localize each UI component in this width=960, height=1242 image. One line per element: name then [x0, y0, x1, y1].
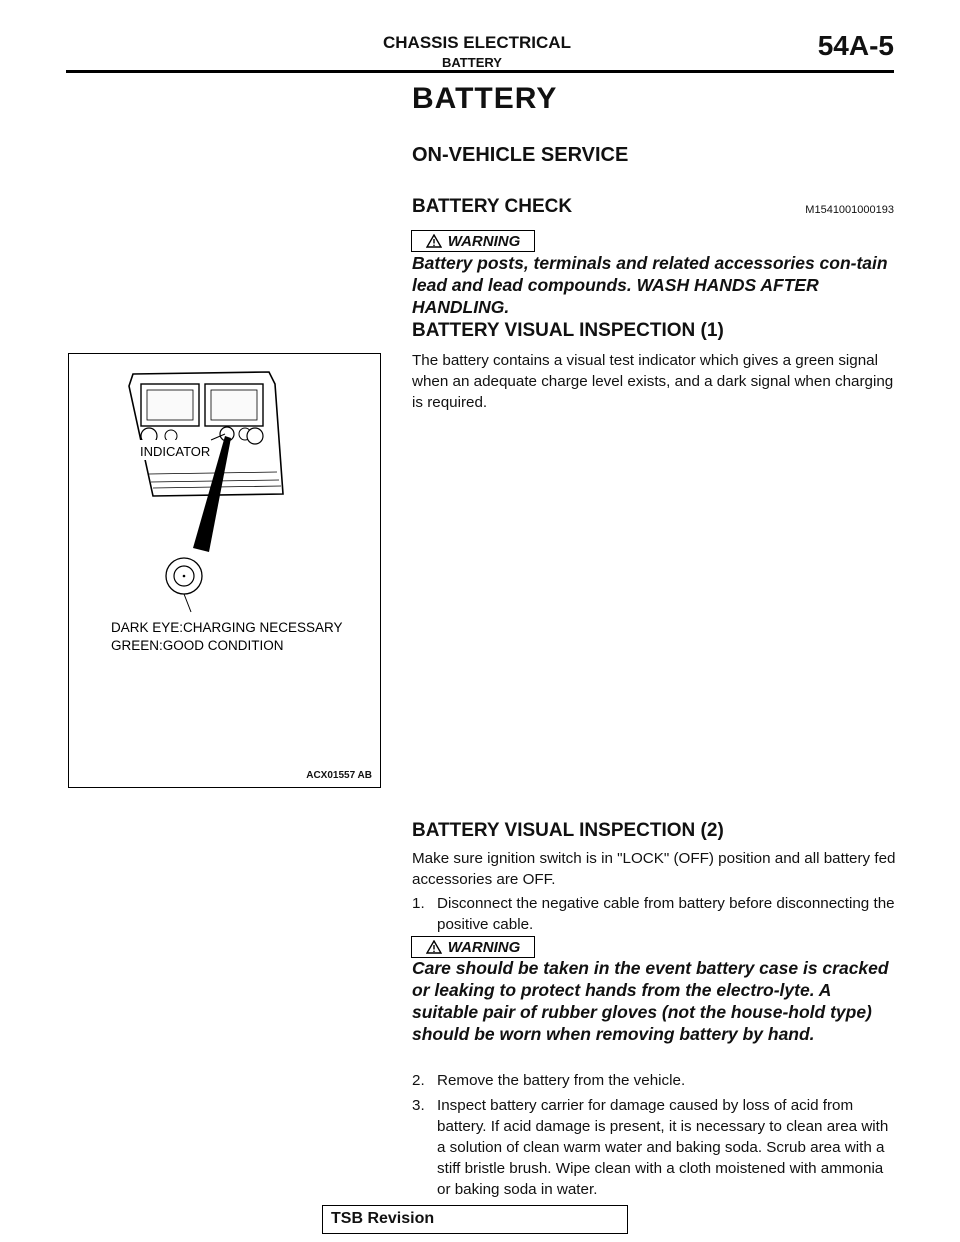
list-text: Inspect battery carrier for damage caused by loss of acid from battery. If acid damage is present, it is necessary to clean area with a solution of clean warm water and baking soda. Scrub area with a stiff bristle brush. Wipe clean with a cloth moistened with ammonia or baking soda in water. [437, 1097, 889, 1198]
warning-text: Care should be taken in the event battery case is cracked or leaking to protect hands from the electro-lyte. A suitable pair of rubber gloves (not the house-hold type) should be worn when removing battery by hand. [412, 958, 889, 1044]
list-item [412, 1095, 896, 1200]
document-code: M1541001000193 [805, 204, 894, 216]
footer-box [322, 1205, 628, 1234]
warning-text: Battery posts, terminals and related accessories con-tain lead and lead compounds. WASH HANDS AFTER HANDLING. [412, 253, 888, 317]
header-section: CHASSIS ELECTRICAL [383, 33, 571, 52]
header-subsection: BATTERY [442, 55, 502, 70]
warning-label: WARNING [447, 938, 521, 956]
warning-badge [411, 936, 535, 958]
visual-inspection-2-heading: BATTERY VISUAL INSPECTION (2) [412, 820, 724, 841]
figure-caption-line2: GREEN:GOOD CONDITION [111, 638, 284, 653]
page-title: BATTERY [412, 82, 558, 115]
warning-label: WARNING [447, 232, 521, 250]
warning-badge [411, 230, 535, 252]
section-heading: ON-VEHICLE SERVICE [412, 144, 629, 166]
battery-check-heading: BATTERY CHECK [412, 196, 573, 217]
list-item [412, 893, 896, 935]
battery-illustration [69, 354, 380, 787]
visual-inspection-1-text: The battery contains a visual test indicator which gives a green signal when an adequate charge level exists, and a dark signal when charging is required. [412, 352, 894, 411]
list-text: Remove the battery from the vehicle. [437, 1072, 686, 1089]
list-number: 2. [412, 1072, 425, 1089]
figure-id: ACX01557 AB [306, 770, 372, 781]
page-number: 54A-5 [817, 30, 894, 61]
visual-inspection-1-heading: BATTERY VISUAL INSPECTION (1) [412, 320, 724, 341]
warning-triangle-icon [426, 940, 442, 954]
list-text: Disconnect the negative cable from battery before disconnecting the positive cable. [437, 895, 895, 933]
list-number: 3. [412, 1097, 425, 1114]
indicator-label: INDICATOR [140, 444, 211, 459]
list-number: 1. [412, 895, 425, 912]
figure-caption-line1: DARK EYE:CHARGING NECESSARY [111, 620, 343, 635]
footer-text: TSB Revision [331, 1210, 435, 1227]
list-item [412, 1070, 896, 1091]
visual-inspection-2-intro: Make sure ignition switch is in "LOCK" (OFF) position and all battery fed accessories are OFF. [412, 850, 896, 888]
warning-triangle-icon [426, 234, 442, 248]
header-rule [66, 70, 894, 73]
battery-figure [68, 353, 381, 788]
